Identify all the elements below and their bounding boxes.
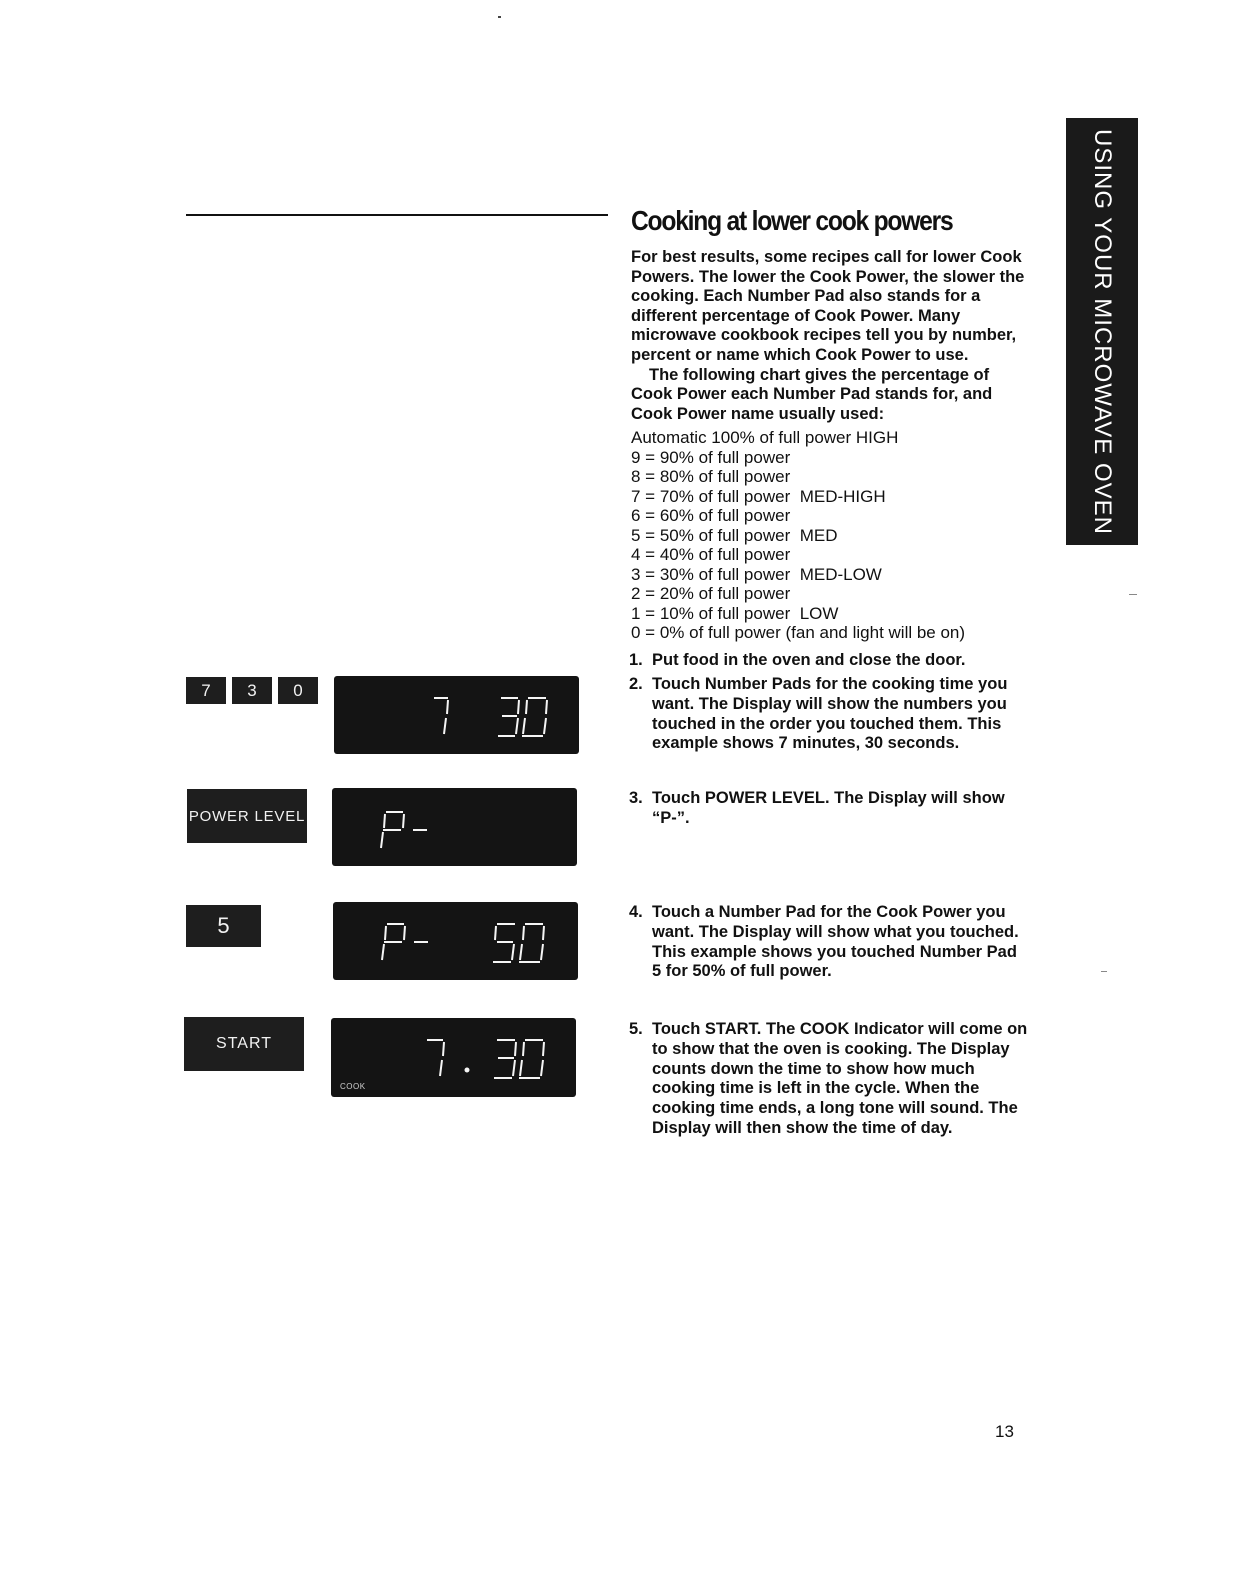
power-row: [631, 448, 1051, 468]
side-tab-label: USING YOUR MICROWAVE OVEN: [1089, 128, 1116, 535]
digit-0: [519, 1040, 544, 1078]
power-row: [631, 584, 1051, 604]
power-row-name: MED: [799, 525, 838, 545]
power-row-label: 1 = 10% of full power: [631, 603, 791, 623]
step-number: 5.: [629, 1020, 643, 1038]
number-pad-7[interactable]: 7: [186, 677, 226, 704]
step-number: 1.: [629, 651, 643, 669]
step-2: [629, 675, 1029, 754]
start-button[interactable]: START: [184, 1017, 304, 1071]
digit-3: [498, 698, 519, 736]
glyph-p: [382, 924, 405, 960]
oven-display-cooking: [331, 1018, 576, 1097]
page-title: Cooking at lower cook powers: [631, 205, 953, 236]
display-power-setting-readout: [333, 902, 578, 980]
step-text-part: This example shows 7 minutes, 30 seconds.: [652, 714, 1002, 753]
power-row-label: 6 = 60% of full power: [631, 506, 791, 525]
power-row: [631, 545, 1051, 565]
print-speck: [1129, 594, 1137, 595]
power-row: [631, 623, 1051, 643]
power-row-label: 9 = 90% of full power: [631, 447, 791, 467]
power-row-name: MED-HIGH: [799, 486, 886, 506]
colon-dot: [465, 1068, 470, 1073]
step-number: 2.: [629, 675, 643, 693]
page-number: 13: [995, 1422, 1014, 1441]
power-row: [631, 526, 1051, 546]
step-text-emphasis: in the order you touched them.: [720, 714, 963, 733]
step-number: 3.: [629, 789, 643, 807]
power-row-label: 3 = 30% of full power: [631, 564, 791, 584]
intro-paragraph: For best results, some recipes call for lower Cook Powers. The lower the Cook Power, the slower the cooking. Each Number Pad also stands for a different percentage of Cook Power. Many microwave cookbook recipes tell you by number, percent or name which Cook Power to use.: [631, 248, 1025, 364]
step-text: Touch a Number Pad for the Cook Power you want. The Display will show what you touched. This example shows you touched Number Pad 5 for 50% of full power.: [652, 903, 1019, 981]
digit-3: [494, 1040, 516, 1078]
oven-display-power-prompt: [332, 788, 577, 866]
digit-5: [493, 924, 515, 962]
power-row: [631, 565, 1051, 585]
step-text-part: Touch Number Pads for the cooking time you want. The Display will show the numbers you touched: [652, 675, 1008, 733]
number-pad-row: [186, 677, 318, 704]
digit-0: [519, 924, 544, 962]
print-speck: [498, 16, 501, 18]
power-row: [631, 506, 1051, 526]
power-row-label: 7 = 70% of full power: [631, 486, 791, 506]
power-row: [631, 487, 1051, 507]
step-text: Touch POWER LEVEL. The Display will show “P-”.: [652, 789, 1005, 827]
power-row: [631, 604, 1051, 624]
digit-7: [427, 1040, 444, 1076]
power-row: [631, 428, 1051, 448]
number-pad-0[interactable]: 0: [278, 677, 318, 704]
step-text: Put food in the oven and close the door.: [652, 651, 966, 669]
step-1: [629, 651, 1029, 671]
step-number: 4.: [629, 903, 643, 921]
step-4: [629, 903, 1029, 982]
power-level-chart: [631, 428, 1051, 643]
step-text: Touch START. The COOK Indicator will come on to show that the oven is cooking. The Display counts down the time to show how much cooking time is left in the cycle. When the cooking time ends, a long tone will sound. The Display will then show the time of day.: [652, 1020, 1028, 1137]
section-side-tab: [1066, 118, 1138, 545]
digit-7: [434, 698, 448, 734]
number-pad-5[interactable]: 5: [186, 905, 261, 947]
oven-display-time-entry: [334, 676, 579, 754]
power-row-name: HIGH: [855, 428, 899, 447]
number-pad-3[interactable]: 3: [232, 677, 272, 704]
power-row-name: LOW: [799, 603, 839, 623]
power-row: [631, 467, 1051, 487]
power-row-label: Automatic 100% of full power: [631, 428, 852, 447]
power-row-label: 0 = 0% of full power (fan and light will be on): [631, 623, 966, 642]
power-row-name: MED-LOW: [799, 564, 882, 584]
power-row-label: 2 = 20% of full power: [631, 584, 791, 603]
display-time-entry-readout: [334, 676, 579, 754]
power-row-label: 4 = 40% of full power: [631, 545, 791, 564]
digit-0: [522, 698, 547, 736]
power-row-label: 8 = 80% of full power: [631, 467, 791, 486]
power-level-button[interactable]: POWER LEVEL: [187, 789, 307, 843]
display-cooking-readout: [331, 1018, 576, 1097]
oven-display-power-setting: [333, 902, 578, 980]
power-row-label: 5 = 50% of full power: [631, 525, 791, 545]
display-power-prompt-readout: [332, 788, 577, 866]
step-text: [652, 675, 1029, 754]
cook-indicator: COOK: [340, 1082, 366, 1091]
glyph-p: [381, 812, 404, 848]
intro-chart-lead: The following chart gives the percentage of Cook Power each Number Pad stands for, and Cook Power name usually used:: [631, 365, 993, 423]
intro-text: [631, 248, 1031, 424]
section-rule: [186, 214, 608, 216]
step-3: [629, 789, 1029, 829]
step-5: [629, 1020, 1029, 1139]
print-speck: [1101, 971, 1107, 972]
